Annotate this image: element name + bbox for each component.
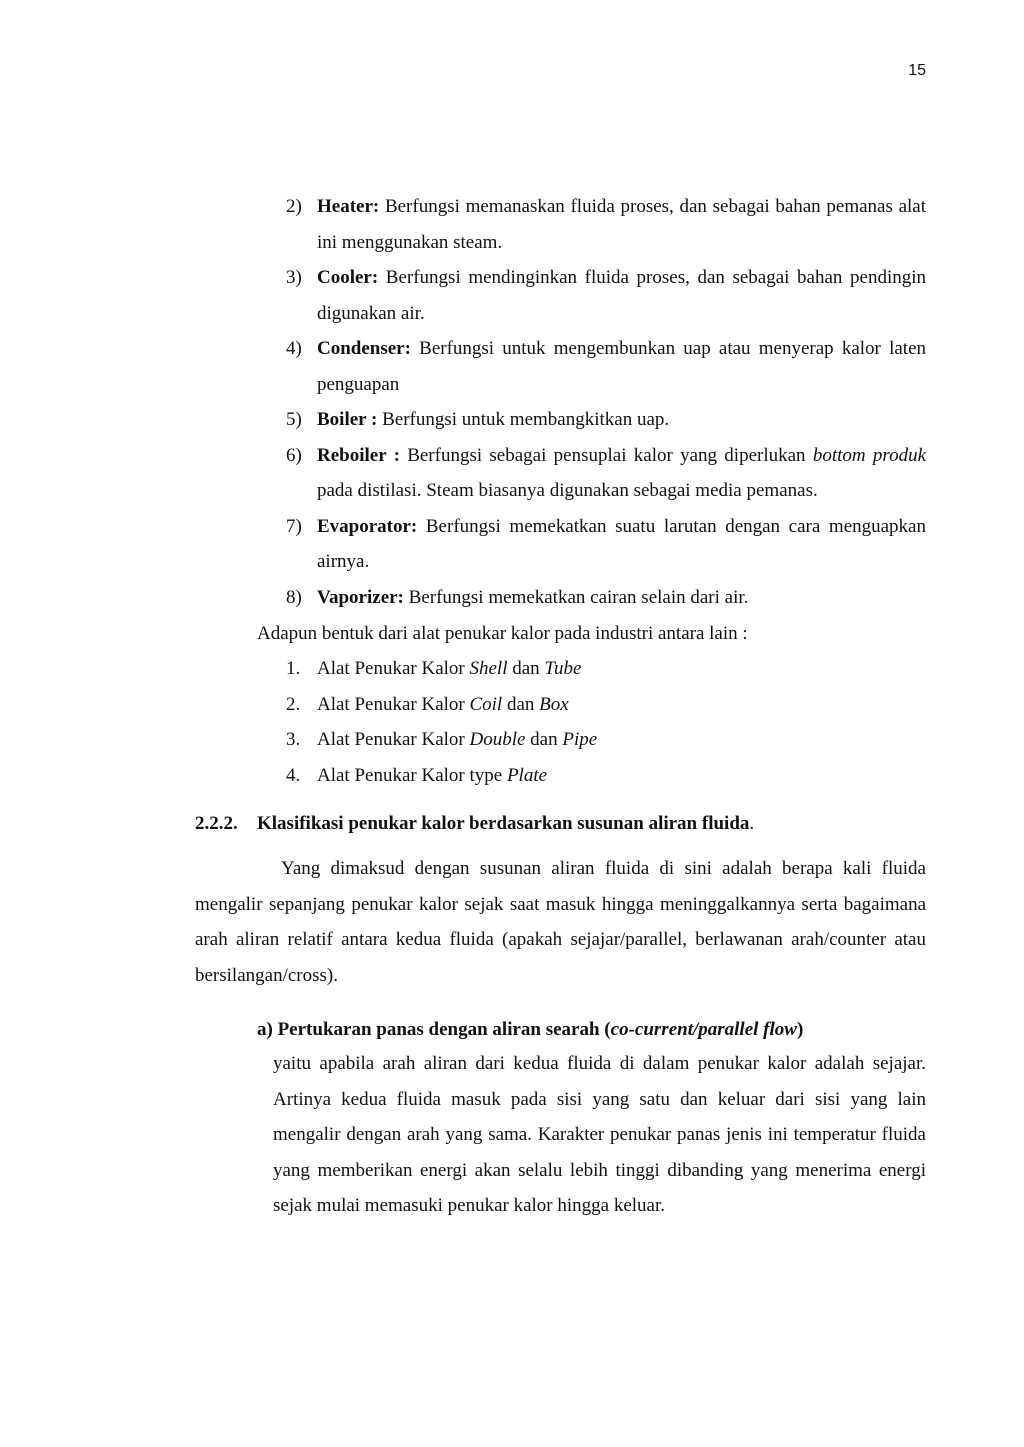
subsection-heading-after: ) xyxy=(796,1019,804,1040)
list-marker: 3) xyxy=(286,267,302,288)
italic-b: Box xyxy=(539,693,569,715)
list-marker: 8) xyxy=(286,586,302,608)
subsection-heading-italic: co-current/parallel flow xyxy=(610,1019,797,1040)
list-item-condenser xyxy=(286,331,926,402)
list-item-shell-tube xyxy=(286,651,926,687)
list-marker: 4) xyxy=(286,338,302,359)
item-text: Berfungsi untuk mengembunkan uap atau menyerap kalor laten penguapan xyxy=(317,338,926,395)
italic-a: Coil xyxy=(469,693,503,715)
list-marker: 6) xyxy=(286,444,302,466)
section-number: 2.2.2. xyxy=(195,813,238,834)
list-marker: 3. xyxy=(286,729,301,750)
lead-paragraph: Adapun bentuk dari alat penukar kalor pada industri antara lain : xyxy=(257,623,748,644)
types-list xyxy=(286,651,926,793)
italic-a: Double xyxy=(469,729,526,750)
item-text: Berfungsi sebagai pensuplai kalor yang diperlukan xyxy=(399,444,813,466)
list-marker: 7) xyxy=(286,515,302,537)
item-mid: dan xyxy=(507,658,545,679)
term-condenser: Condenser: xyxy=(317,338,411,359)
item-prefix: Alat Penukar Kalor xyxy=(317,693,470,715)
function-list xyxy=(286,189,926,615)
italic-a: Shell xyxy=(469,658,508,679)
item-text: Berfungsi memekatkan suatu larutan dengan cara menguapkan airnya. xyxy=(317,515,926,572)
item-text: Berfungsi mendinginkan fluida proses, dan sebagai bahan pendingin digunakan air. xyxy=(317,267,926,324)
section-title: Klasifikasi penukar kalor berdasarkan susunan aliran fluida xyxy=(257,813,750,834)
list-item-reboiler xyxy=(286,438,926,509)
subsection-heading-before: a) Pertukaran panas dengan aliran searah ( xyxy=(257,1019,611,1040)
italic-b: Tube xyxy=(544,658,582,679)
list-marker: 2) xyxy=(286,196,302,217)
italic-term: bottom produk xyxy=(812,444,927,466)
list-item-coil-box xyxy=(286,687,926,723)
item-text: Berfungsi untuk membangkitkan uap. xyxy=(377,409,670,430)
section-heading xyxy=(195,806,926,841)
list-item-vaporizer xyxy=(286,580,926,616)
term-reboiler: Reboiler : xyxy=(317,444,400,466)
list-item-heater xyxy=(286,189,926,260)
term-boiler: Boiler : xyxy=(317,409,378,430)
list-item-evaporator xyxy=(286,509,926,580)
italic-b: Pipe xyxy=(562,729,598,750)
term-evaporator: Evaporator: xyxy=(317,515,418,537)
list-marker: 2. xyxy=(286,693,301,715)
page-number: 15 xyxy=(908,62,926,79)
section-title-end: . xyxy=(749,813,755,834)
list-item-double-pipe xyxy=(286,722,926,758)
item-mid: dan xyxy=(502,693,540,715)
list-marker: 1. xyxy=(286,658,301,679)
item-prefix: Alat Penukar Kalor xyxy=(317,658,470,679)
subsection-heading xyxy=(257,1012,926,1047)
item-mid: dan xyxy=(525,729,563,750)
term-vaporizer: Vaporizer: xyxy=(317,586,404,608)
item-text: Berfungsi memekatkan cairan selain dari air. xyxy=(403,586,749,608)
list-marker: 5) xyxy=(286,409,302,430)
item-prefix: Alat Penukar Kalor xyxy=(317,729,470,750)
subsection-paragraph: yaitu apabila arah aliran dari kedua fluida di dalam penukar kalor adalah sejajar. Artinya kedua fluida masuk pada sisi yang satu dan keluar dari sisi yang lain mengalir dengan arah yang sama. Karakter penukar panas jenis ini temperatur fluida yang memberikan energi akan selalu lebih tinggi dibanding yang menerima energi sejak mulai memasuki penukar kalor hingga keluar. xyxy=(273,1053,926,1216)
term-heater: Heater: xyxy=(317,196,380,217)
body-paragraph: Yang dimaksud dengan susunan aliran fluida di sini adalah berapa kali fluida mengalir sepanjang penukar kalor sejak saat masuk hingga meninggalkannya serta bagaimana arah aliran relatif antara kedua fluida (apakah sejajar/parallel, berlawanan arah/counter atau bersilangan/cross). xyxy=(195,858,926,986)
item-prefix: Alat Penukar Kalor type xyxy=(317,764,507,786)
item-text-after: pada distilasi. Steam biasanya digunakan sebagai media pemanas. xyxy=(317,480,818,501)
term-cooler: Cooler: xyxy=(317,267,379,288)
list-item-boiler xyxy=(286,402,926,438)
item-text: Berfungsi memanaskan fluida proses, dan sebagai bahan pemanas alat ini menggunakan steam. xyxy=(317,196,926,253)
list-item-plate xyxy=(286,758,926,794)
list-item-cooler xyxy=(286,260,926,331)
italic-a: Plate xyxy=(506,764,548,786)
list-marker: 4. xyxy=(286,764,301,786)
